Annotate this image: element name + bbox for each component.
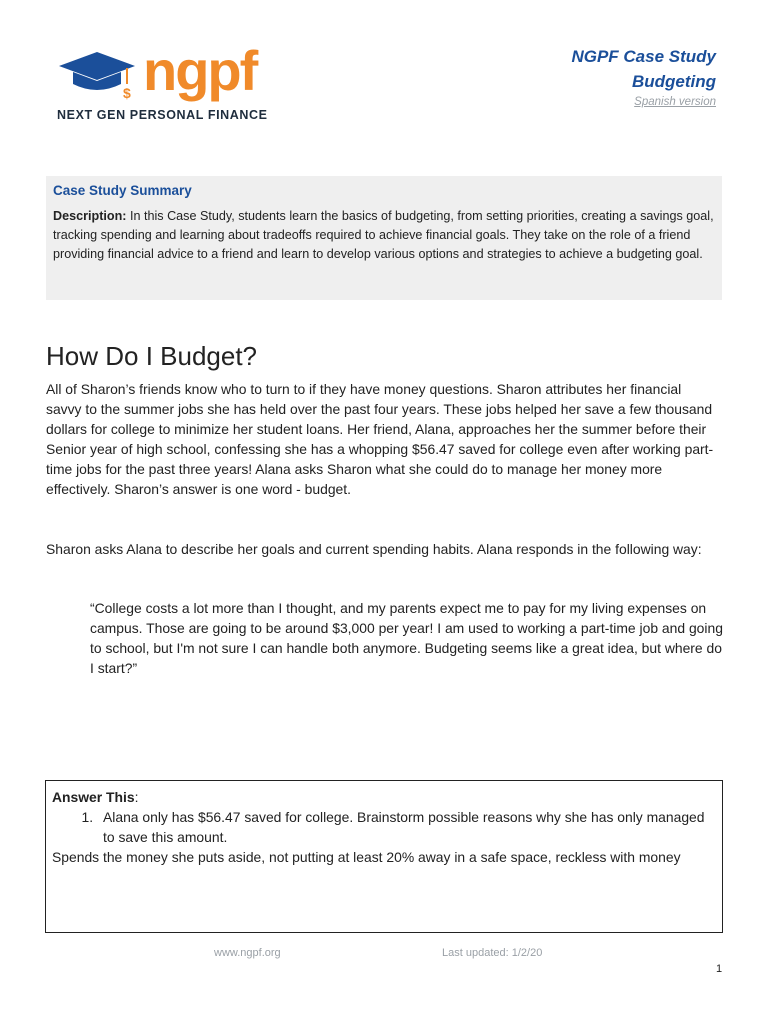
description-label: Description: [53, 209, 127, 223]
question-list [52, 807, 716, 847]
answer-label: Answer This: [52, 789, 139, 805]
summary-description [53, 207, 715, 264]
question-item: 1. Alana only has $56.47 saved for college. Brainstorm possible reasons why she has only managed to save this amount. [97, 807, 716, 847]
section-heading: How Do I Budget? [46, 341, 258, 371]
answer-box [45, 780, 723, 933]
ngpf-logo [57, 39, 277, 126]
story-paragraph: All of Sharon’s friends know who to turn to if they have money questions. Sharon attributes her financial savvy to the summer jobs she has held over the past four years. These jobs helped her save a few thousand dollars for college to minimize her student loans. Her friend, Alana, approaches her the summer before their Senior year of high school, confessing she has a whopping $56.47 saved for college even after working part-time jobs for the past three years! Alana asks Sharon what she could do to manage her money more effectively. Sharon’s answer is one word - budget. [46, 381, 714, 497]
page-number: 1 [716, 963, 723, 975]
goals-paragraph: Sharon asks Alana to describe her goals and current spending habits. Alana responds in the following way: [46, 541, 702, 557]
alana-quote: “College costs a lot more than I thought, and my parents expect me to pay for my living expenses on campus. Those are going to be around $3,000 per year! I am used to working a part-time job and going to school, but I'm not sure I can handle both anymore. Budgeting seems like a great idea, but where do I start?” [90, 600, 723, 676]
logo-wordmark: ngpf [143, 39, 257, 102]
footer-url[interactable]: www.ngpf.org [214, 947, 281, 959]
header-topic: Budgeting [631, 72, 716, 91]
spanish-version-link[interactable]: Spanish version [634, 96, 716, 108]
description-text: In this Case Study, students learn the basics of budgeting, from setting priorities, creating a savings goal, tracking spending and learning about tradeoffs required to achieve financial goals. They take on the role of a friend providing financial advice to a friend and learn to develop various options and strategies to achieve a budgeting goal. [53, 209, 714, 261]
case-study-summary [46, 176, 722, 300]
summary-title: Case Study Summary [53, 183, 192, 198]
header-title: NGPF Case Study [571, 47, 716, 66]
document-header [416, 44, 716, 108]
graduation-cap-icon [57, 50, 141, 100]
logo-subtitle: NEXT GEN PERSONAL FINANCE [57, 108, 268, 122]
svg-text:$: $ [123, 85, 131, 100]
student-response[interactable]: Spends the money she puts aside, not putting at least 20% away in a safe space, reckless with money [52, 849, 681, 865]
footer-last-updated: Last updated: 1/2/20 [442, 947, 543, 959]
